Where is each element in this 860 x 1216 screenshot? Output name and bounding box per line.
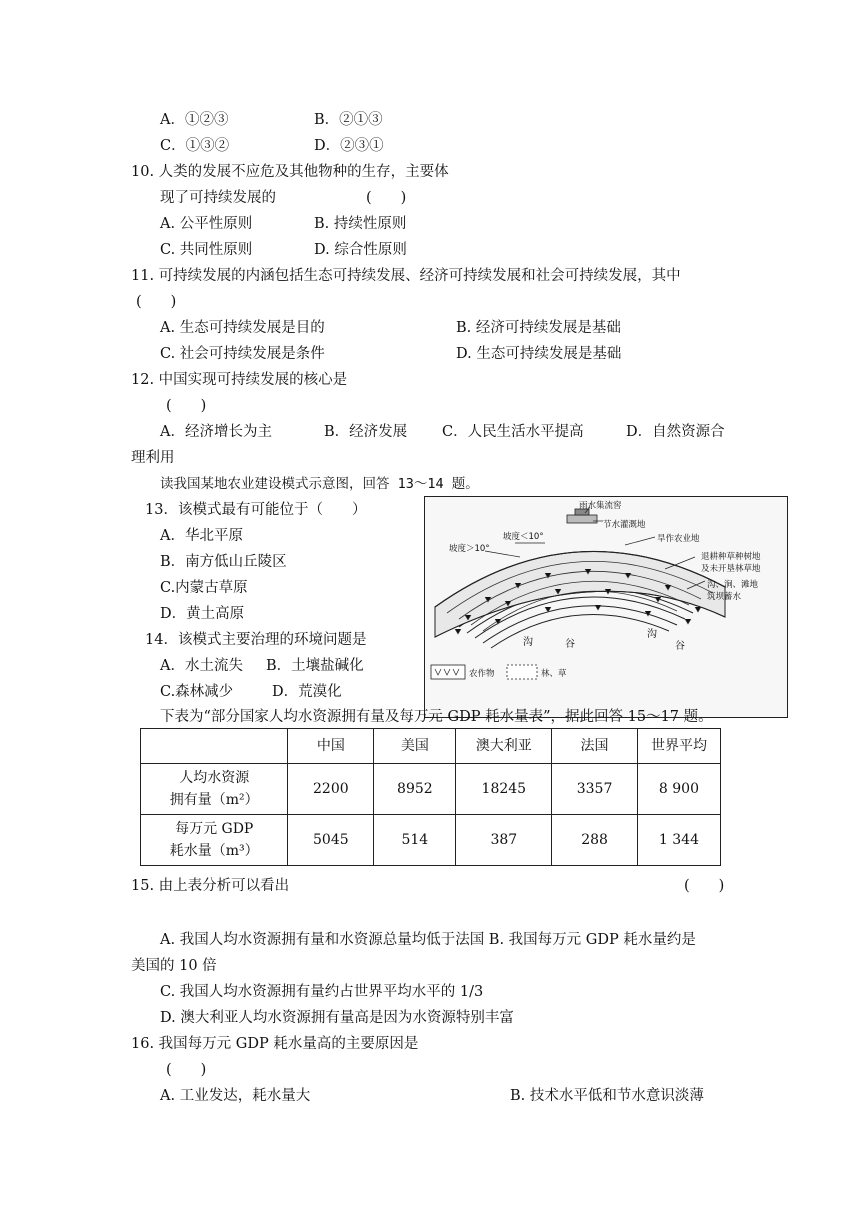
q15-answer-paren: ( ): [684, 878, 725, 894]
q10-stem-line1: 10. 人类的发展不应危及其他物种的生存，主要体: [131, 164, 449, 180]
q12-stem: 12. 中国实现可持续发展的核心是: [131, 372, 348, 388]
q12-option-d: D．自然资源合: [626, 424, 725, 440]
water-resource-table: [140, 728, 721, 866]
table-header-cell: 中国: [288, 729, 374, 764]
intro-q15-17: 下表为“部分国家人均水资源拥有量及每万元 GDP 耗水量表”，据此回答 15～17 题。: [160, 709, 713, 725]
diagram-label-dryland: 旱作农业地: [657, 534, 700, 544]
q12-option-b: B．经济发展: [324, 424, 408, 440]
diagram-label-slope-lt: 坡度＜10°: [503, 532, 544, 542]
q15-option-c: C. 我国人均水资源拥有量约占世界平均水平的 1/3: [160, 984, 484, 1000]
q16-stem: 16. 我国每万元 GDP 耗水量高的主要原因是: [131, 1036, 419, 1052]
q12-option-c: C．人民生活水平提高: [442, 424, 584, 440]
diagram-label-slope-gt: 坡度＞10°: [449, 544, 490, 554]
q12-answer-paren: ( ): [166, 398, 207, 414]
q11-option-c: C. 社会可持续发展是条件: [160, 346, 325, 362]
q11-stem: 11. 可持续发展的内涵包括生态可持续发展、经济可持续发展和社会可持续发展，其中: [131, 268, 681, 284]
q12-option-a: A．经济增长为主: [160, 424, 272, 440]
table-row: [141, 764, 721, 815]
table-cell: 8 900: [637, 764, 720, 815]
q16-option-b: B. 技术水平低和节水意识淡薄: [510, 1088, 704, 1104]
diagram-label-rainwater-cellar: 雨水集流窖: [579, 501, 622, 511]
diagram-label-gu-2: 谷: [675, 641, 685, 652]
q13-option-c: C.内蒙古草原: [160, 580, 248, 596]
q14-option-d: D．荒漠化: [272, 684, 342, 700]
q14-option-c: C.森林减少: [160, 684, 234, 700]
q12-option-d-continued: 理利用: [131, 450, 175, 466]
table-cell: 18245: [456, 764, 552, 815]
q10-answer-paren: ( ): [366, 190, 407, 206]
q13-option-a: A．华北平原: [160, 528, 243, 544]
intro-q13-14: 读我国某地农业建设模式示意图，回答 13～14 题。: [160, 476, 479, 492]
q13-option-b: B．南方低山丘陵区: [160, 554, 287, 570]
q15-option-d: D. 澳大利亚人均水资源拥有量高是因为水资源特别丰富: [160, 1010, 514, 1026]
table-header-row: [141, 729, 721, 764]
q10-option-b: B. 持续性原则: [314, 216, 407, 232]
table-cell: 2200: [288, 764, 374, 815]
table-cell: 8952: [374, 764, 456, 815]
table-row-label: 每万元 GDP 耗水量（m³）: [141, 815, 288, 866]
q11-option-b: B. 经济可持续发展是基础: [456, 320, 621, 336]
diagram-label-dam: 筑坝蓄水: [707, 592, 742, 602]
table-cell: 387: [456, 815, 552, 866]
q11-answer-paren: ( ): [136, 294, 177, 310]
table-header-cell: 法国: [552, 729, 638, 764]
q15-option-a-b: A. 我国人均水资源拥有量和水资源总量均低于法国 B. 我国每万元 GDP 耗水量约是: [160, 932, 696, 948]
q10-option-d: D. 综合性原则: [314, 242, 407, 258]
table-cell: 288: [552, 815, 638, 866]
table-row: [141, 815, 721, 866]
q11-option-d: D. 生态可持续发展是基础: [456, 346, 622, 362]
q10-option-a: A. 公平性原则: [160, 216, 253, 232]
diagram-label-retire2: 及未开垦林草地: [701, 564, 761, 574]
legend-crop-swatch: [431, 665, 465, 679]
table-cell: 3357: [552, 764, 638, 815]
legend-forest-label: 林、草: [541, 669, 567, 679]
q15-stem: 15. 由上表分析可以看出: [131, 878, 290, 894]
q9-option-d: D．②③①: [314, 138, 384, 154]
table-cell: 514: [374, 815, 456, 866]
q14-stem: 14．该模式主要治理的环境问题是: [145, 632, 367, 648]
table-cell: 1 344: [637, 815, 720, 866]
q13-option-d: D．黄土高原: [160, 606, 245, 622]
q16-option-a: A. 工业发达，耗水量大: [160, 1088, 311, 1104]
table-header-cell: 世界平均: [637, 729, 720, 764]
diagram-label-retire: 退耕种草种树地: [701, 552, 761, 562]
q14-option-b: B．土壤盐碱化: [266, 658, 364, 674]
terrace-agriculture-diagram: [424, 496, 788, 718]
diagram-label-irrigation: 节水灌溉地: [603, 520, 646, 530]
diagram-label-gou-1: 沟: [523, 637, 533, 648]
legend-forest-swatch: [507, 665, 537, 679]
table-row-label: 人均水资源 拥有量（m²）: [141, 764, 288, 815]
table-header-cell: 澳大利亚: [456, 729, 552, 764]
q14-option-a: A．水土流失: [160, 658, 243, 674]
table-header-cell: 美国: [374, 729, 456, 764]
q15-option-b-continued: 美国的 10 倍: [131, 958, 217, 974]
q16-answer-paren: ( ): [166, 1062, 207, 1078]
q9-option-a: A．①②③: [160, 112, 229, 128]
diagram-label-gu-1: 谷: [565, 639, 575, 650]
q10-option-c: C. 共同性原则: [160, 242, 253, 258]
q9-option-c: C．①③②: [160, 138, 230, 154]
q9-option-b: B．②①③: [314, 112, 383, 128]
q10-stem-line2: 现了可持续发展的: [160, 190, 276, 206]
q11-option-a: A. 生态可持续发展是目的: [160, 320, 325, 336]
legend-crop-label: 农作物: [469, 669, 495, 679]
table-cell: 5045: [288, 815, 374, 866]
q13-stem: 13．该模式最有可能位于（ ）: [145, 502, 367, 518]
table-header-cell: [141, 729, 288, 764]
diagram-label-gou-2: 沟: [647, 629, 657, 640]
diagram-label-gully: 沟、涧、滩地: [707, 580, 759, 590]
